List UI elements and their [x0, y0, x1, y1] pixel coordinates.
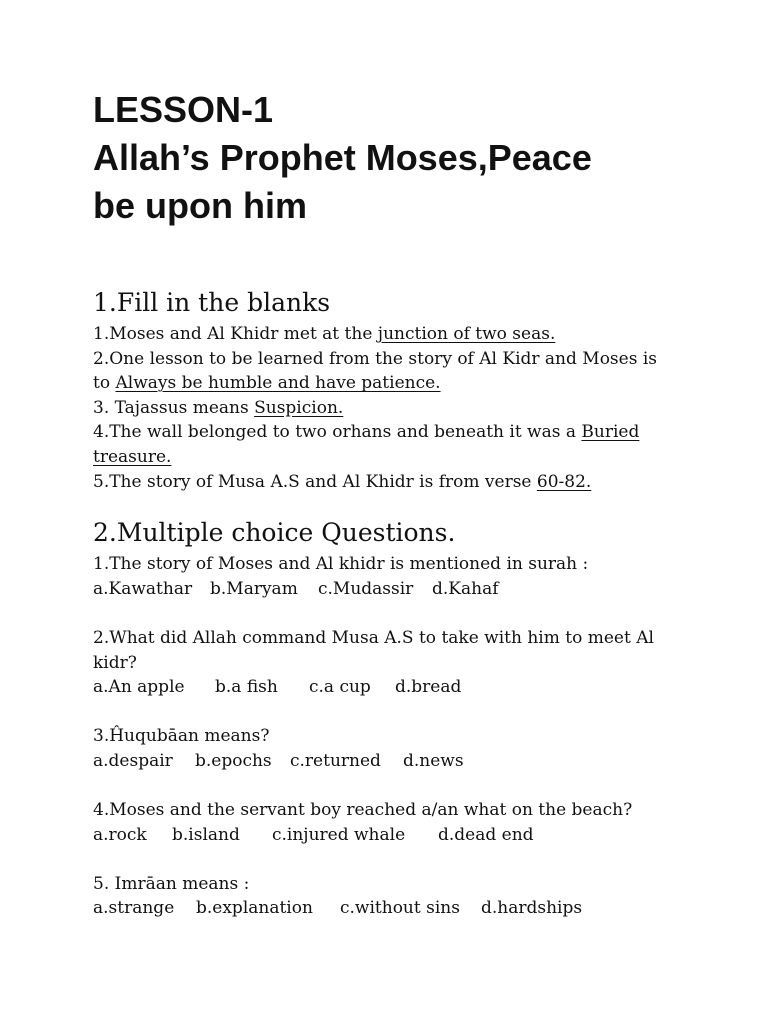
mcq-list: [93, 552, 693, 921]
mcq-question-5: [93, 872, 693, 921]
fill-blanks-list: [93, 322, 693, 494]
fill-blank-prefix: 4.The wall belonged to two orhans and beneath it was a: [93, 422, 582, 443]
option-b: b.a fish: [215, 677, 278, 698]
option-a: a.despair: [93, 750, 173, 771]
option-c: c.without sins: [340, 898, 460, 919]
option-a: a.rock: [93, 824, 147, 845]
question-text: 5. Imrāan means :: [93, 873, 250, 894]
mcq-question-3: [93, 724, 693, 773]
option-d: d.dead end: [438, 824, 534, 845]
question-text: 4.Moses and the servant boy reached a/an what on the beach?: [93, 800, 633, 821]
mcq-question-4: [93, 798, 693, 847]
options-row: [93, 749, 693, 774]
document-page: [93, 86, 693, 921]
fill-blank-answer: Suspicion.: [254, 397, 344, 418]
fill-blank-answer: Always be humble and have patience.: [115, 373, 441, 394]
fill-blank-item: [93, 396, 693, 421]
option-d: d.news: [403, 750, 464, 771]
option-c: c.returned: [290, 750, 381, 771]
option-b: b.island: [172, 824, 240, 845]
fill-blank-prefix: 5.The story of Musa A.S and Al Khidr is from verse: [93, 471, 537, 492]
option-a: a.strange: [93, 898, 175, 919]
question-text: 2.What did Allah command Musa A.S to take with him to meet Al kidr?: [93, 627, 654, 673]
fill-blank-answer: junction of two seas.: [377, 324, 556, 344]
fill-blank-prefix: 3. Tajassus means: [93, 397, 255, 418]
lesson-title: [93, 86, 693, 230]
option-d: d.Kahaf: [432, 578, 499, 599]
title-line-1: LESSON-1: [93, 89, 274, 130]
fill-blank-prefix: 2.One lesson to be learned from the story of Al Kidr and Moses is to: [93, 348, 658, 394]
fill-blank-item: [93, 420, 658, 469]
option-b: b.explanation: [196, 898, 313, 919]
fill-blank-answer: 60-82.: [536, 471, 592, 492]
mcq-question-2: [93, 626, 693, 700]
fill-blank-item: [93, 322, 693, 347]
option-c: c.Mudassir: [318, 578, 414, 599]
options-row: [93, 896, 693, 921]
fill-blanks-heading: 1.Fill in the blanks: [93, 288, 331, 317]
question-text: 1.The story of Moses and Al khidr is mentioned in surah :: [93, 554, 589, 575]
option-c: c.injured whale: [272, 824, 406, 845]
option-a: a.Kawathar: [93, 578, 193, 599]
fill-blank-prefix: 1.Moses and Al Khidr met at the: [93, 324, 378, 344]
mcq-heading: 2.Multiple choice Questions.: [93, 518, 456, 548]
option-a: a.An apple: [93, 677, 185, 698]
options-row: [93, 577, 693, 602]
fill-blank-answer: Buried treasure.: [93, 422, 640, 467]
option-b: b.epochs: [195, 750, 272, 771]
options-row: [93, 823, 693, 848]
option-b: b.Maryam: [210, 578, 298, 599]
mcq-question-1: [93, 552, 693, 601]
options-row: [93, 675, 693, 700]
fill-blank-item: [93, 347, 668, 396]
title-line-3: be upon him: [93, 185, 307, 226]
question-text: 3.Ĥuqubāan means?: [93, 726, 270, 747]
option-d: d.bread: [395, 677, 462, 698]
fill-blank-item: [93, 470, 693, 495]
title-line-2: Allah’s Prophet Moses,Peace: [93, 137, 592, 178]
option-c: c.a cup: [309, 677, 371, 698]
option-d: d.hardships: [481, 898, 583, 919]
